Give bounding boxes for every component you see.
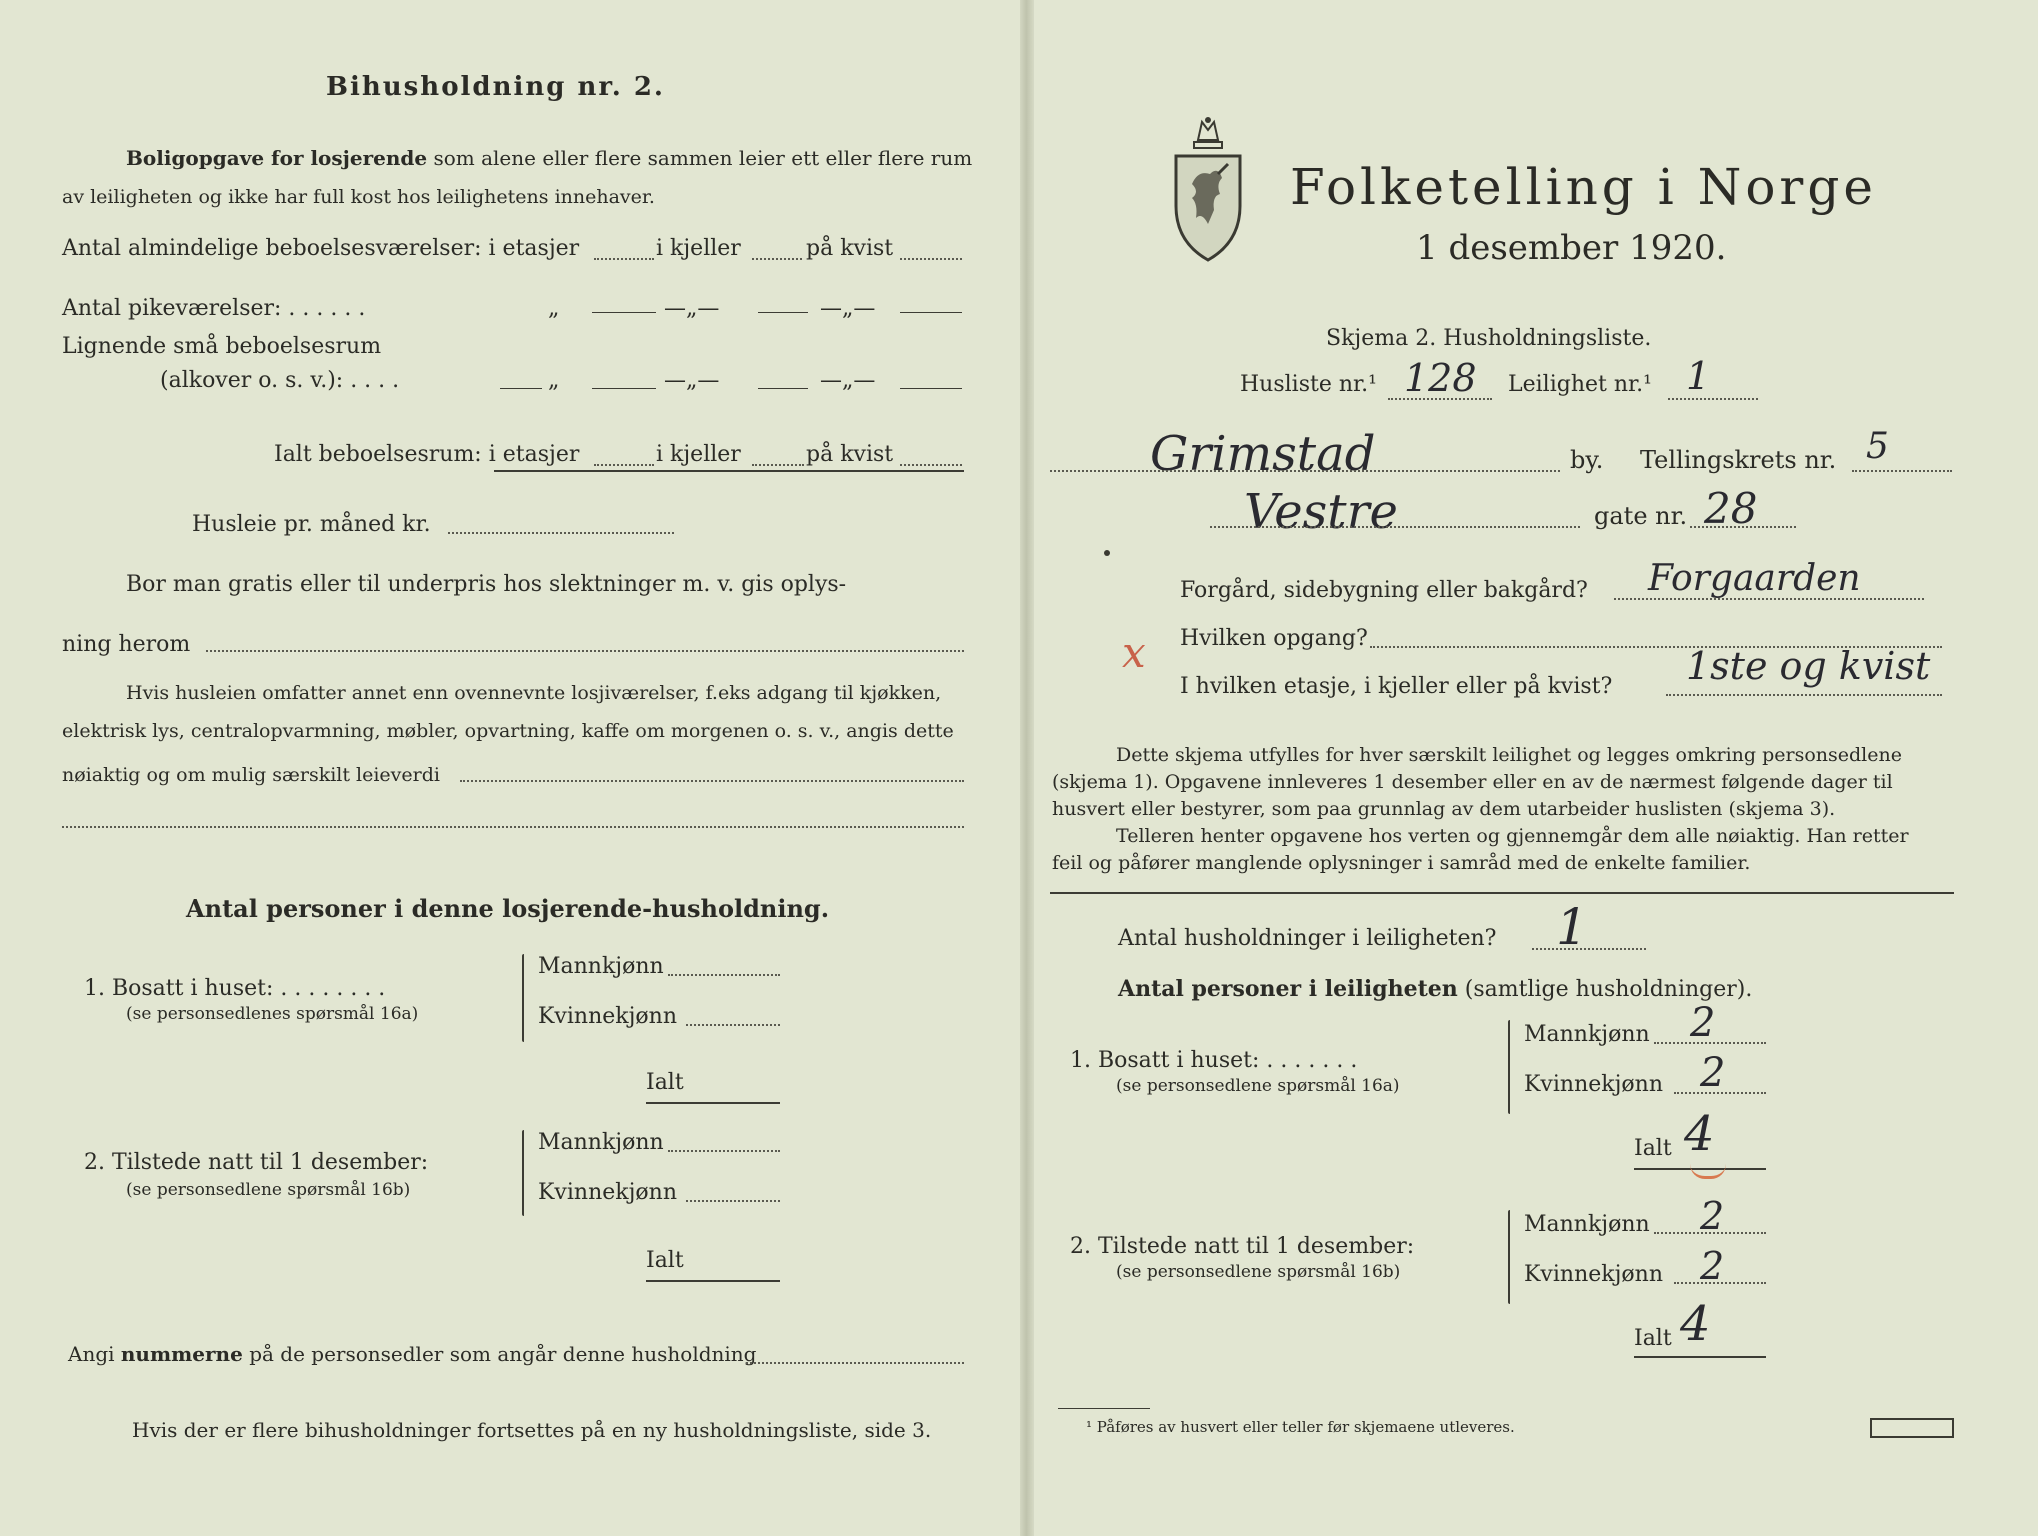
right-q1-mann-label: Mannkjønn [1524,1022,1650,1047]
street-field[interactable] [1210,526,1580,528]
ialt-kjeller-field[interactable] [752,464,804,466]
left-q1-label: 1. Bosatt i huset: . . . . . . . . [84,976,386,1001]
right-q2-kvinne-label: Kvinnekjønn [1524,1262,1663,1287]
dette-line-1: Dette skjema utfylles for hver særskilt leilighet og legges omkring personsedlene [1116,744,1902,766]
left-title: Bihusholdning nr. 2. [326,72,665,102]
right-q2-ialt-value: 4 [1680,1296,1711,1352]
lignende-label-2: (alkover o. s. v.): . . . . [160,368,400,393]
by-label: by. [1570,446,1604,474]
right-q1-ialt-label: Ialt [1634,1136,1672,1161]
right-q2-ialt-label: Ialt [1634,1326,1672,1351]
angi-bold: nummerne [120,1342,243,1366]
angi-post: på de personsedler som angår denne husholdning [249,1342,757,1366]
right-q1-ialt-value: 4 [1684,1106,1715,1162]
right-q1-kvinne-field[interactable] [1674,1092,1766,1094]
red-check-mark [1690,1164,1726,1179]
bor-line-2: ning herom [62,632,191,657]
right-q1-label: 1. Bosatt i huset: . . . . . . . [1070,1048,1358,1073]
lignende-pre-field[interactable] [500,388,542,389]
opgang-label: Hvilken opgang? [1180,626,1368,651]
right-q1-kvinne-label: Kvinnekjønn [1524,1072,1663,1097]
krets-field[interactable] [1852,470,1952,472]
etasje-label: I hvilken etasje, i kjeller eller på kvist? [1180,674,1613,699]
leilighet-label: Leilighet nr.¹ [1508,372,1652,397]
city-field[interactable] [1050,470,1560,472]
hvis-line-3: nøiaktig og om mulig særskilt leieverdi [62,764,440,786]
etasje-field[interactable] [1666,694,1942,696]
right-q1-brace [1508,1020,1510,1114]
forgard-field[interactable] [1614,598,1924,600]
footnote: ¹ Påføres av husvert eller teller før skjemaene utleveres. [1086,1418,1515,1436]
right-q2-mann-field[interactable] [1654,1232,1766,1234]
ialt-kjeller-label: i kjeller [656,442,741,467]
leilighet-field[interactable] [1668,398,1758,400]
ialt-rooms-label: Ialt beboelsesrum: i etasjer [274,442,580,467]
ialt-etasjer-field[interactable] [594,464,654,466]
leilighet-value: 1 [1686,354,1711,398]
ink-dot [1104,550,1110,556]
right-q1-sub: (se personsedlene spørsmål 16a) [1116,1076,1400,1096]
intro-line-1 [126,146,972,170]
left-q1-kvinne-label: Kvinnekjønn [538,1004,677,1029]
left-q2-kvinne-label: Kvinnekjønn [538,1180,677,1205]
pike-kjeller-field[interactable] [758,312,808,313]
bor-field[interactable] [206,650,964,652]
census-date: 1 desember 1920. [1416,228,1727,268]
right-title: Folketelling i Norge [1290,158,1877,216]
pike-label: Antal pikeværelser: . . . . . . [62,296,366,321]
angi-field[interactable] [746,1362,964,1364]
lignende-kvist-field[interactable] [900,388,962,389]
lignende-ditto-1: „ [548,368,560,393]
ialt-kvist-field[interactable] [900,464,962,466]
left-q2-ialt-label: Ialt [646,1248,684,1273]
city-value: Grimstad [1150,426,1376,482]
pike-ditto-3: —„— [820,296,876,321]
intro-bold: Boligopgave for losjerende [126,146,428,170]
left-q2-label: 2. Tilstede natt til 1 desember: [84,1150,429,1175]
intro-rest: som alene eller flere sammen leier ett eller flere rum [433,146,973,170]
left-antal-heading: Antal personer i denne losjerende-husholdning. [186,894,830,923]
right-q1-mann-value: 2 [1690,1000,1716,1046]
lignende-label-1: Lignende små beboelsesrum [62,334,382,359]
pike-ditto-2: —„— [664,296,720,321]
lignende-ditto-3: —„— [820,368,876,393]
leieverdi-field[interactable] [460,780,964,782]
hvis-line-2: elektrisk lys, centralopvarmning, møbler, opvartning, kaffe om morgenen o. s. v., angis dette [62,720,954,742]
left-q2-sub: (se personsedlene spørsmål 16b) [126,1180,411,1200]
rooms-kjeller-label: i kjeller [656,236,741,261]
gate-value: 28 [1704,484,1758,533]
pike-etasjer-field[interactable] [592,312,656,313]
street-value: Vestre [1244,484,1398,540]
page-fold [1020,0,1034,1536]
right-q2-mann-label: Mannkjønn [1524,1212,1650,1237]
right-q2-sub: (se personsedlene spørsmål 16b) [1116,1262,1401,1282]
section-rule [1050,892,1954,894]
pike-kvist-field[interactable] [900,312,962,313]
husliste-label: Husliste nr.¹ [1240,372,1377,397]
dette-line-2: (skjema 1). Opgavene innleveres 1 desember eller en av de nærmest følgende dager til [1052,771,1893,793]
left-q2-ialt-field[interactable] [646,1280,780,1282]
antal-pers-bold: Antal personer i leiligheten [1118,976,1458,1002]
etasje-value: 1ste og kvist [1686,644,1931,688]
footnote-rule [1058,1408,1150,1409]
left-q2-mann-field[interactable] [668,1150,780,1152]
forgard-label: Forgård, sidebygning eller bakgård? [1180,578,1588,603]
krets-label: Tellingskrets nr. [1640,446,1837,474]
gate-field[interactable] [1690,526,1796,528]
left-q1-ialt-label: Ialt [646,1070,684,1095]
angi-pre: Angi [68,1342,115,1366]
left-q1-mann-field[interactable] [668,974,780,976]
right-q2-brace [1508,1210,1510,1304]
dette-line-3: husvert eller bestyrer, som paa grunnlag av dem utarbeider huslisten (skjema 3). [1052,798,1836,820]
left-q1-sub: (se personsedlenes spørsmål 16a) [126,1004,419,1024]
right-q1-kvinne-value: 2 [1700,1050,1726,1096]
teller-line-2: feil og påfører manglende oplysninger i samråd med de enkelte familier. [1052,852,1751,874]
right-q2-kvinne-value: 2 [1700,1244,1725,1288]
bor-line-1: Bor man gratis eller til underpris hos slektninger m. v. gis oplys- [126,572,847,597]
husleie-label: Husleie pr. måned kr. [192,512,431,537]
antal-hush-label: Antal husholdninger i leiligheten? [1118,926,1497,951]
ialt-underline [494,470,964,472]
antal-hush-field[interactable] [1532,948,1646,950]
teller-line-1: Telleren henter opgavene hos verten og gjennemgår dem alle nøiaktig. Han retter [1116,825,1909,847]
lignende-kjeller-field[interactable] [758,388,808,389]
right-q2-mann-value: 2 [1700,1194,1725,1238]
rooms-kvist-label: på kvist [806,236,894,261]
lignende-etasjer-field[interactable] [592,388,656,389]
red-x-mark: x [1122,628,1146,677]
left-q1-kvinne-field[interactable] [686,1024,780,1026]
skjema-label: Skjema 2. Husholdningsliste. [1326,326,1652,351]
hvis-line-1: Hvis husleien omfatter annet enn ovennevnte losjiværelser, f.eks adgang til kjøkken, [126,682,942,704]
antal-pers-line [1118,976,1752,1002]
left-q1-mann-label: Mannkjønn [538,954,664,979]
lignende-ditto-2: —„— [664,368,720,393]
husliste-value: 128 [1404,356,1477,400]
rooms-kvist-field[interactable] [900,258,962,260]
printer-stamp [1870,1418,1954,1438]
right-q2-label: 2. Tilstede natt til 1 desember: [1070,1234,1415,1259]
gate-label: gate nr. [1594,502,1688,530]
left-footer: Hvis der er flere bihusholdninger fortsettes på en ny husholdningsliste, side 3. [132,1418,932,1442]
left-q2-kvinne-field[interactable] [686,1200,780,1202]
angi-line [68,1342,756,1366]
right-q2-ialt-field[interactable] [1634,1356,1766,1358]
rooms-label: Antal almindelige beboelsesværelser: i etasjer [62,236,580,261]
left-q1-ialt-field[interactable] [646,1102,780,1104]
right-q1-mann-field[interactable] [1654,1042,1766,1044]
rooms-etasjer-field[interactable] [594,258,654,260]
antal-pers-rest: (samtlige husholdninger). [1464,977,1753,1002]
krets-value: 5 [1866,426,1889,467]
norway-coat-of-arms-icon [1168,114,1248,264]
leieverdi-field-2[interactable] [62,826,964,828]
rooms-kjeller-field[interactable] [752,258,802,260]
forgard-value: Forgaarden [1648,558,1861,599]
ialt-kvist-label: på kvist [806,442,894,467]
left-q2-brace [522,1130,524,1216]
right-q2-kvinne-field[interactable] [1674,1282,1766,1284]
antal-hush-value: 1 [1556,898,1588,956]
husliste-field[interactable] [1388,398,1492,400]
pike-ditto-1: „ [548,296,560,321]
left-q1-brace [522,954,524,1042]
husleie-field[interactable] [448,532,674,534]
left-q2-mann-label: Mannkjønn [538,1130,664,1155]
intro-line-2: av leiligheten og ikke har full kost hos leilighetens innehaver. [62,186,655,208]
